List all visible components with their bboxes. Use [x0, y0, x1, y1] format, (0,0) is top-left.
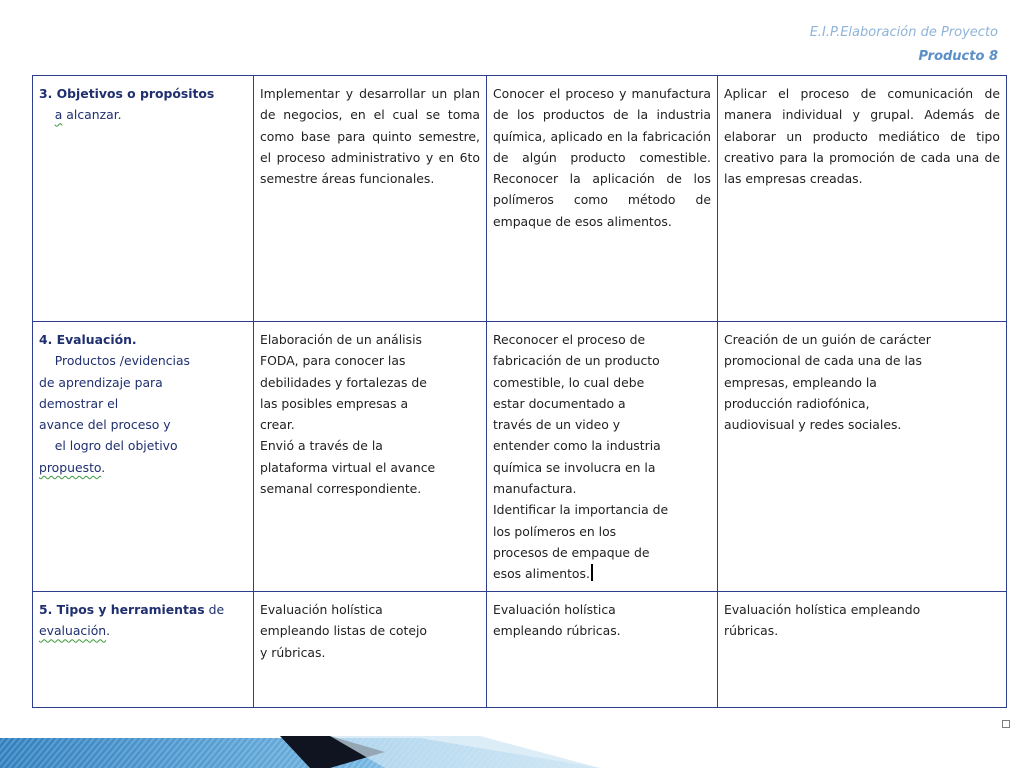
cell-line: semanal correspondiente. — [260, 481, 422, 497]
row-label-title: 3. Objetivos o propósitos — [39, 86, 215, 101]
cell-line: Envió a través de la — [260, 438, 383, 454]
table-resize-handle[interactable] — [1002, 720, 1010, 728]
cell-line: Creación de un guión de carácter — [724, 332, 931, 347]
cell-line: Identificar la importancia de — [493, 502, 669, 518]
decorative-footer-band — [0, 734, 1024, 768]
row-label-title: 5. Tipos y herramientas de — [39, 602, 225, 617]
cell-line: procesos de empaque de — [493, 544, 650, 560]
cell-line: promocional de cada una de las — [724, 353, 922, 369]
cell-line: química se involucra en la — [493, 459, 656, 475]
cell-line: producción radiofónica, — [724, 395, 870, 411]
cell-line: manufactura. — [493, 481, 577, 497]
table-row-tipos — [33, 592, 1007, 708]
row-label-line: el logro del objetivo — [39, 438, 178, 454]
table-row-evaluacion — [33, 322, 1007, 592]
cell-line: plataforma virtual el avance — [260, 459, 436, 475]
row-label-line: evaluación. — [39, 623, 111, 639]
cell-line: FODA, para conocer las — [260, 353, 406, 369]
row-label-line: avance del proceso y — [39, 417, 171, 433]
spellcheck-underline: evaluación — [39, 623, 107, 639]
planning-table — [32, 75, 1007, 708]
spellcheck-underline: propuesto — [39, 459, 102, 475]
cell-line: rúbricas. — [724, 623, 779, 639]
content-cell: Implementar y desarrollar un plan de negocios, en el cual se toma como base para quinto semestre, el proceso administrativo y en 6to semestre áreas funcionales. — [254, 76, 487, 322]
label-cell-tipos — [33, 592, 254, 708]
cell-line: estar documentado a — [493, 395, 626, 411]
cell-line: Evaluación holística — [493, 602, 616, 617]
cell-line: empleando rúbricas. — [493, 623, 621, 639]
row-label-line: Productos /evidencias — [39, 353, 190, 369]
content-cell — [254, 322, 487, 592]
header-project-title: E.I.P.Elaboración de Proyecto — [809, 25, 998, 40]
row-label-line: demostrar el — [39, 395, 119, 411]
cell-line: esos alimentos. — [493, 563, 711, 584]
content-cell: Aplicar el proceso de comunicación de manera individual y grupal. Además de elaborar un producto mediático de tipo creativo para la promoción de cada una de las empresas creadas. — [718, 76, 1007, 322]
row-label-text: a alcanzar. — [54, 107, 122, 123]
content-cell — [718, 322, 1007, 592]
cell-line: entender como la industria — [493, 438, 661, 454]
text-cursor — [591, 564, 593, 581]
spellcheck-underline: a — [54, 107, 63, 123]
label-cell-evaluacion — [33, 322, 254, 592]
cell-line: debilidades y fortalezas de — [260, 374, 427, 390]
cell-line: comestible, lo cual debe — [493, 374, 645, 390]
cell-line: Reconocer el proceso de — [493, 332, 646, 347]
content-cell — [254, 592, 487, 708]
content-cell[interactable] — [487, 322, 718, 592]
cell-line: fabricación de un producto — [493, 353, 660, 369]
row-label-line: propuesto. — [39, 459, 106, 475]
cell-line: Elaboración de un análisis — [260, 332, 422, 347]
row-label-title: 4. Evaluación. — [39, 332, 137, 347]
cell-line: audiovisual y redes sociales. — [724, 417, 902, 433]
table-row-objetivos — [33, 76, 1007, 322]
cell-line: los polímeros en los — [493, 523, 617, 539]
cell-line: y rúbricas. — [260, 644, 326, 660]
cell-line: través de un video y — [493, 417, 621, 433]
content-cell: Conocer el proceso y manufactura de los productos de la industria química, aplicado en la fabricación de algún producto comestible. Reconocer la aplicación de los polímeros como método de empaque de esos alimentos. — [487, 76, 718, 322]
cell-line: Evaluación holística empleando — [724, 602, 921, 617]
cell-line: crear. — [260, 417, 295, 433]
content-cell — [487, 592, 718, 708]
header-product-title: Producto 8 — [918, 49, 998, 64]
content-cell — [718, 592, 1007, 708]
cell-line: empresas, empleando la — [724, 374, 877, 390]
row-label-line: de aprendizaje para — [39, 374, 163, 390]
label-cell-objetivos — [33, 76, 254, 322]
cell-line: las posibles empresas a — [260, 395, 409, 411]
cell-line: Evaluación holística — [260, 602, 383, 617]
cell-line: empleando listas de cotejo — [260, 623, 427, 639]
